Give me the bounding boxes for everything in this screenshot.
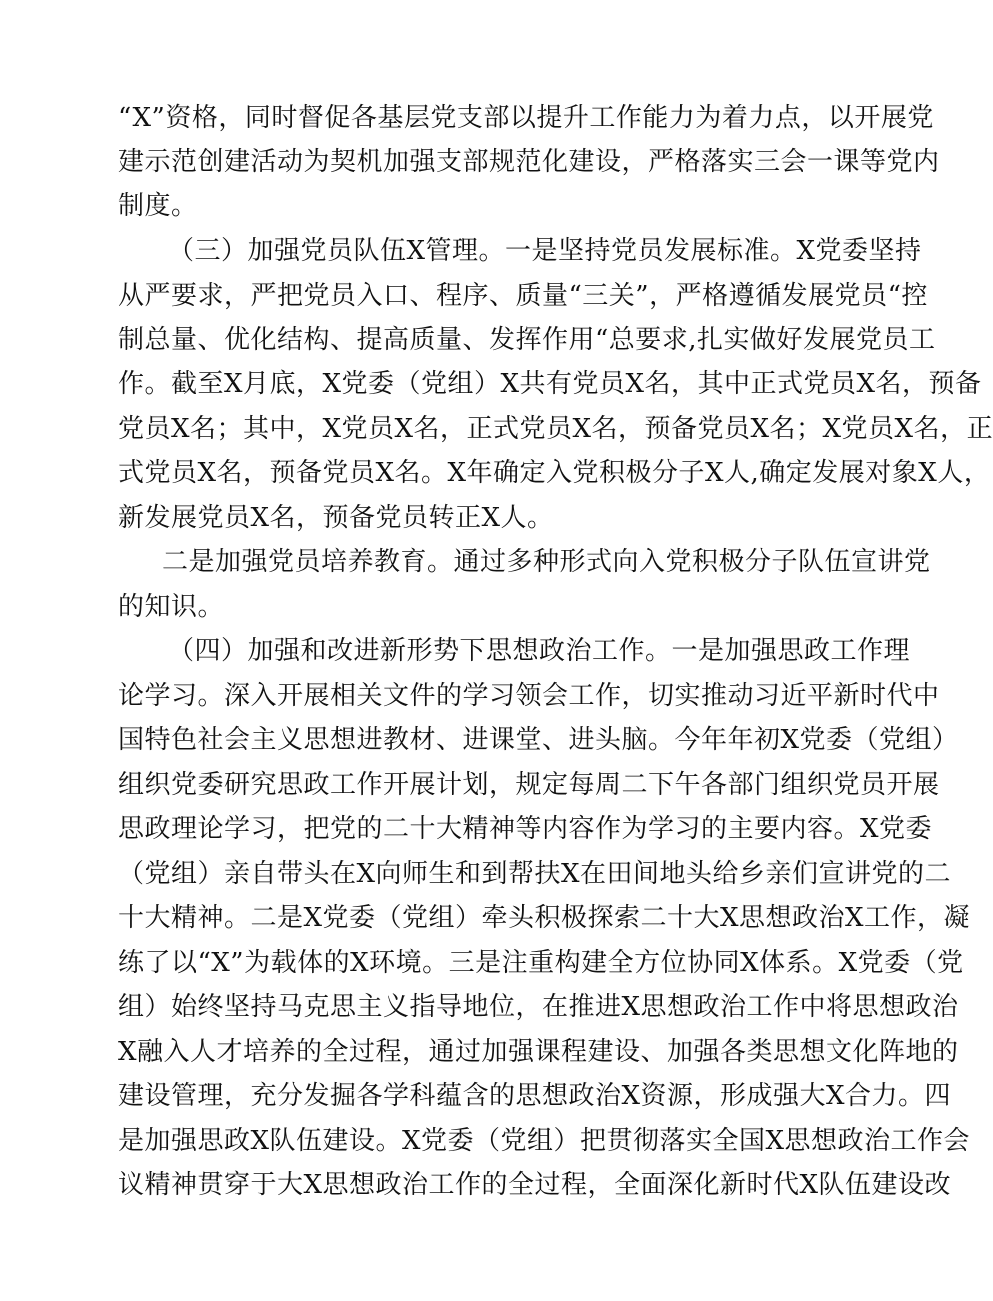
paragraph-line: “X”资格，同时督促各基层党支部以提升工作能力为着力点，以开展党	[118, 103, 934, 133]
paragraph-line: 新发展党员X名，预备党员转正X人。	[118, 503, 554, 533]
paragraph-line: 练了以“X”为载体的X环境。三是注重构建全方位协同X体系。X党委（党	[118, 948, 964, 978]
paragraph-line: 组）始终坚持马克思主义指导地位，在推进X思想政治工作中将思想政治	[118, 992, 959, 1022]
paragraph-line: （党组）亲自带头在X向师生和到帮扶X在田间地头给乡亲们宣讲党的二	[118, 859, 952, 889]
paragraph-line: 是加强思政X队伍建设。X党委（党组）把贯彻落实全国X思想政治工作会	[118, 1126, 971, 1156]
paragraph-line: 式党员X名，预备党员X名。X年确定入党积极分子X人,确定发展对象X人，	[118, 458, 991, 488]
paragraph-line: X融入人才培养的全过程，通过加强课程建设、加强各类思想文化阵地的	[118, 1037, 959, 1067]
paragraph-line: 党员X名；其中，X党员X名，正式党员X名，预备党员X名；X党员X名，正	[118, 414, 993, 444]
section-heading-line: （三）加强党员队伍X管理。一是坚持党员发展标准。X党委坚持	[168, 236, 922, 266]
paragraph-line: 制总量、优化结构、提高质量、发挥作用“总要求,扎实做好发展党员工	[118, 325, 936, 355]
paragraph-line: 建示范创建活动为契机加强支部规范化建设，严格落实三会一课等党内	[118, 147, 940, 177]
paragraph-line: 作。截至X月底，X党委（党组）X共有党员X名，其中正式党员X名，预备	[118, 369, 982, 399]
paragraph-line: 制度。	[118, 191, 198, 221]
paragraph-line: 思政理论学习，把党的二十大精神等内容作为学习的主要内容。X党委	[118, 814, 933, 844]
section-heading-line: （四）加强和改进新形势下思想政治工作。一是加强思政工作理	[168, 636, 911, 666]
paragraph-line: 的知识。	[118, 592, 225, 622]
paragraph-line: 议精神贯穿于大X思想政治工作的全过程，全面深化新时代X队伍建设改	[118, 1170, 952, 1200]
paragraph-line: 从严要求，严把党员入口、程序、质量“三关”，严格遵循发展党员“控	[118, 281, 928, 311]
paragraph-line: 论学习。深入开展相关文件的学习领会工作，切实推动习近平新时代中	[118, 681, 940, 711]
paragraph-line: 二是加强党员培养教育。通过多种形式向入党积极分子队伍宣讲党	[162, 547, 931, 577]
paragraph-line: 组织党委研究思政工作开展计划，规定每周二下午各部门组织党员开展	[118, 770, 940, 800]
paragraph-line: 十大精神。二是X党委（党组）牵头积极探索二十大X思想政治X工作，凝	[118, 903, 971, 933]
paragraph-line: 建设管理，充分发掘各学科蕴含的思想政治X资源，形成强大X合力。四	[118, 1081, 952, 1111]
paragraph-line: 国特色社会主义思想进教材、进课堂、进头脑。今年年初X党委（党组）	[118, 725, 959, 755]
